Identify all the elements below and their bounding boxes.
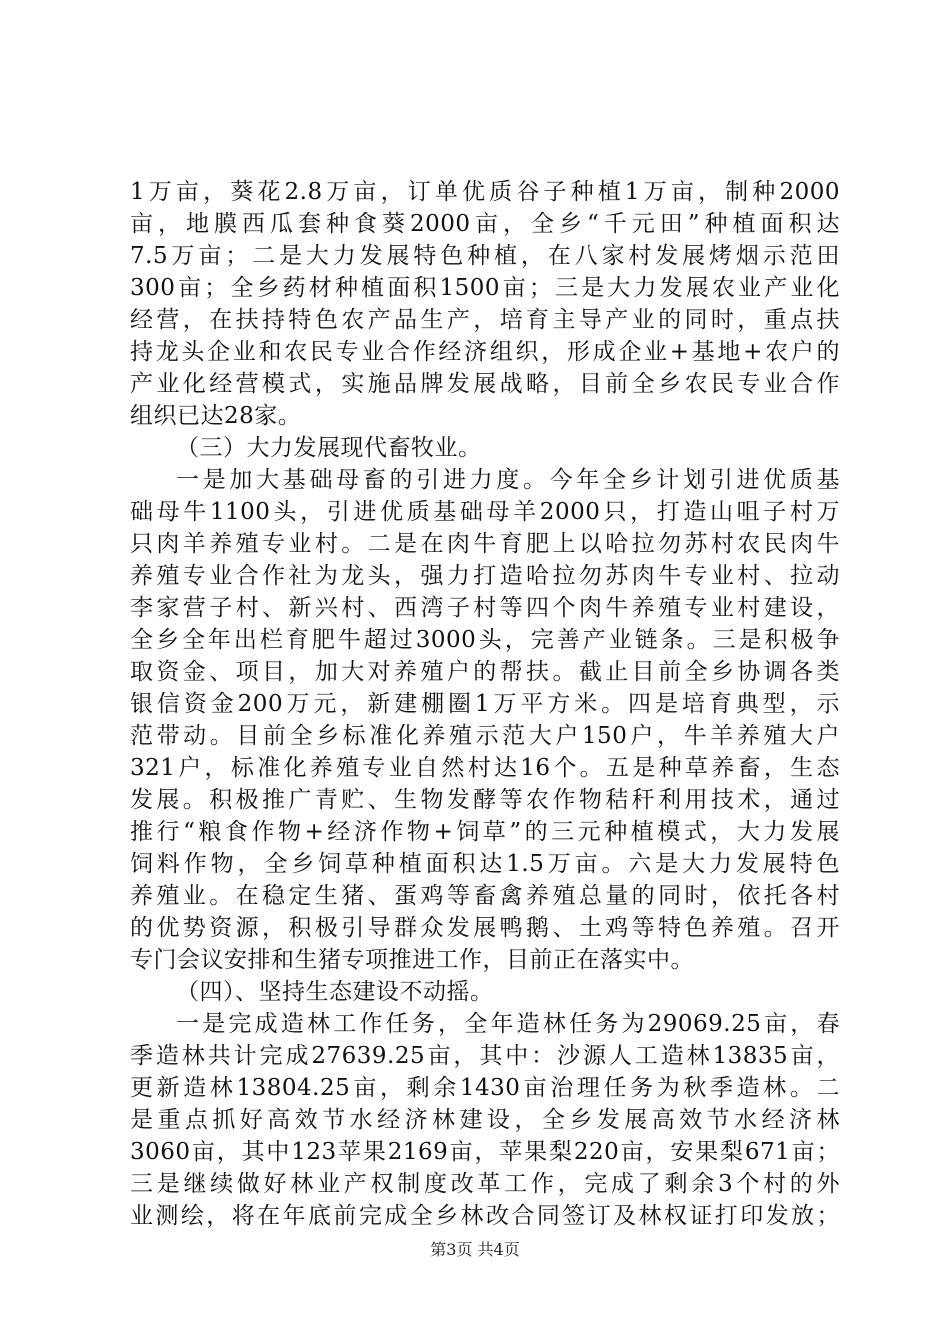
section-heading: （四）、坚持生态建设不动摇。 bbox=[176, 979, 494, 1005]
text-line: 一是完成造林工作任务，全年造林任务为29069.25亩，春 bbox=[176, 1011, 840, 1037]
text-line: 季造林共计完成27639.25亩，其中：沙源人工造林13835亩， bbox=[130, 1043, 840, 1069]
text-line: 养殖专业合作社为龙头，强力打造哈拉勿苏肉牛专业村、拉动 bbox=[130, 563, 840, 589]
text-line: 一是加大基础母畜的引进力度。今年全乡计划引进优质基 bbox=[176, 467, 840, 493]
text-line: 3060亩，其中123苹果2169亩，苹果梨220亩，安果梨671亩； bbox=[130, 1139, 840, 1165]
text-line: 础母牛1100头，引进优质基础母羊2000只，打造山咀子村万 bbox=[130, 499, 840, 525]
text-line: 持龙头企业和农民专业合作经济组织，形成企业+基地+农户的 bbox=[130, 339, 840, 365]
text-line: 是重点抓好高效节水经济林建设，全乡发展高效节水经济林 bbox=[130, 1107, 840, 1133]
document-body bbox=[130, 176, 840, 1232]
text-line: 业测绘，将在年底前完成全乡林改合同签订及林权证打印发放； bbox=[130, 1203, 840, 1229]
text-line: 推行“粮食作物+经济作物+饲草”的三元种植模式，大力发展 bbox=[130, 819, 840, 845]
text-line: 发展。积极推广青贮、生物发酵等农作物秸秆利用技术，通过 bbox=[130, 787, 840, 813]
text-line: 300亩；全乡药材种植面积1500亩；三是大力发展农业产业化 bbox=[130, 275, 840, 301]
section-heading: （三）大力发展现代畜牧业。 bbox=[176, 435, 482, 461]
text-line: 专门会议安排和生猪专项推进工作，目前正在落实中。 bbox=[130, 947, 694, 973]
text-line: 范带动。目前全乡标准化养殖示范大户150户，牛羊养殖大户 bbox=[130, 723, 840, 749]
text-line: 只肉羊养殖专业村。二是在肉牛育肥上以哈拉勿苏村农民肉牛 bbox=[130, 531, 840, 557]
text-line: 的优势资源，积极引导群众发展鸭鹅、土鸡等特色养殖。召开 bbox=[130, 915, 840, 941]
page-footer: 第3页 共4页 bbox=[430, 1240, 520, 1259]
text-line: 银信资金200万元，新建棚圈1万平方米。四是培育典型，示 bbox=[130, 691, 840, 717]
text-line: 饲料作物，全乡饲草种植面积达1.5万亩。六是大力发展特色 bbox=[130, 851, 840, 877]
text-line: 经营，在扶持特色农产品生产，培育主导产业的同时，重点扶 bbox=[130, 307, 840, 333]
text-line: 全乡全年出栏育肥牛超过3000头，完善产业链条。三是积极争 bbox=[130, 627, 840, 653]
text-line: 产业化经营模式，实施品牌发展战略，目前全乡农民专业合作 bbox=[130, 371, 840, 397]
text-line: 养殖业。在稳定生猪、蛋鸡等畜禽养殖总量的同时，依托各村 bbox=[130, 883, 840, 909]
text-line: 取资金、项目，加大对养殖户的帮扶。截止目前全乡协调各类 bbox=[130, 659, 840, 685]
text-line: 李家营子村、新兴村、西湾子村等四个肉牛养殖专业村建设， bbox=[130, 595, 840, 621]
text-line: 组织已达28家。 bbox=[130, 403, 302, 429]
text-line: 三是继续做好林业产权制度改革工作，完成了剩余3个村的外 bbox=[130, 1171, 840, 1197]
text-line: 1万亩，葵花2.8万亩，订单优质谷子种植1万亩，制种2000 bbox=[130, 179, 840, 205]
text-line: 321户，标准化养殖专业自然村达16个。五是种草养畜，生态 bbox=[130, 755, 840, 781]
text-line: 更新造林13804.25亩，剩余1430亩治理任务为秋季造林。二 bbox=[130, 1075, 840, 1101]
text-line: 7.5万亩；二是大力发展特色种植，在八家村发展烤烟示范田 bbox=[130, 243, 840, 269]
text-line: 亩，地膜西瓜套种食葵2000亩，全乡“千元田”种植面积达 bbox=[130, 211, 840, 237]
